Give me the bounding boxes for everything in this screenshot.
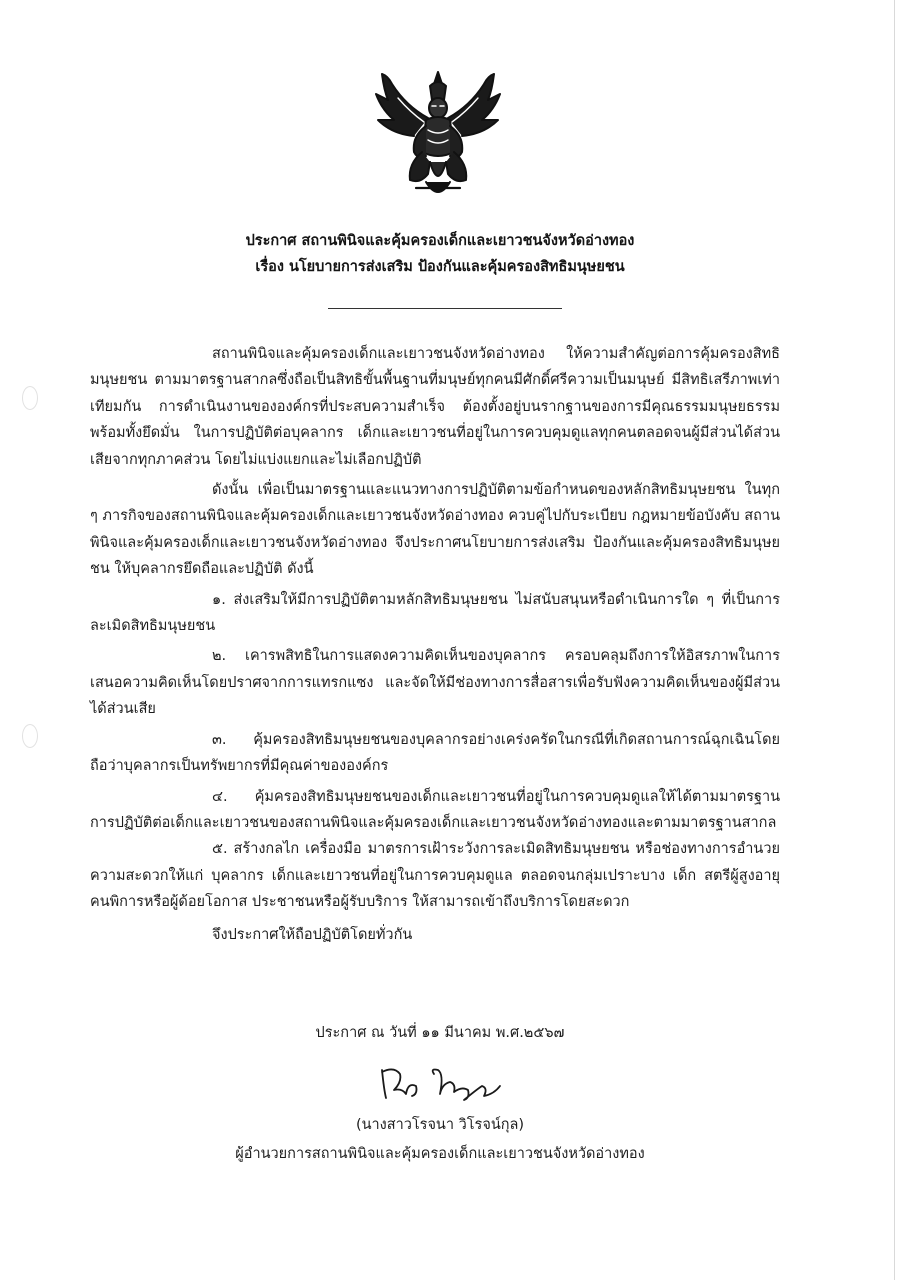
handwritten-signature xyxy=(372,1060,532,1106)
policy-item-4: ๔. คุ้มครองสิทธิมนุษยชนของเด็กและเยาวชนที่อยู่ในการควบคุมดูแลให้ได้ตามมาตรฐานการปฏิบัติต่อเด็กและเยาวชนของสถานพินิจและคุ้มครองเด็กและเยาวชนจังหวัดอ่างทองและตามมาตรฐานสากล xyxy=(90,788,780,831)
announcement-title: ประกาศ สถานพินิจและคุ้มครองเด็กและเยาวชนจังหวัดอ่างทอง xyxy=(245,233,635,249)
policy-item-5: ๕. สร้างกลไก เครื่องมือ มาตรการเฝ้าระวังการละเมิดสิทธิมนุษยชน หรือช่องทางการอำนวยความสะดวกให้แก่ บุคลากร เด็กและเยาวชนที่อยู่ในการควบคุมดูแล ตลอดจนกลุ่มเปราะบาง เด็ก สตรีผู้สูงอายุ คนพิการหรือผู้ด้อยโอกาส ประชาชนหรือผู้รับบริการ ให้สามารถเข้าถึงบริการโดยสะดวก xyxy=(90,841,780,911)
punch-hole-mark xyxy=(22,724,38,748)
document-header xyxy=(0,228,880,280)
closing-statement: จึงประกาศให้ถือปฏิบัติโดยทั่วกัน xyxy=(212,926,413,943)
policy-item-2: ๒. เคารพสิทธิในการแสดงความคิดเห็นของบุคลากร ครอบคลุมถึงการให้อิสรภาพในการเสนอความคิดเห็นโดยปราศจากการแทรกแซง และจัดให้มีช่องทางการสื่อสารเพื่อรับฟังความคิดเห็นของผู้มีส่วนได้ส่วนเสีย xyxy=(90,648,780,718)
policy-item-3: ๓. คุ้มครองสิทธิมนุษยชนของบุคลากรอย่างเคร่งครัดในกรณีที่เกิดสถานการณ์ฉุกเฉินโดยถือว่าบุคลากรเป็นทรัพยากรที่มีคุณค่าขององค์กร xyxy=(90,731,780,775)
header-divider xyxy=(328,308,562,309)
document-body xyxy=(90,341,780,948)
scan-edge-line xyxy=(894,0,895,1280)
punch-hole-mark xyxy=(22,386,38,410)
intro-paragraph: สถานพินิจและคุ้มครองเด็กและเยาวชนจังหวัดอ่างทอง ให้ความสำคัญต่อการคุ้มครองสิทธิมนุษยชน ตามมาตรฐานสากลซึ่งถือเป็นสิทธิขั้นพื้นฐานที่มนุษย์ทุกคนมีศักดิ์ศรีความเป็นมนุษย์ มีสิทธิเสรีภาพเท่าเทียมกัน การดำเนินงานขององค์กรที่ประสบความสำเร็จ ต้องตั้งอยู่บนรากฐานของการมีคุณธรรมมนุษยธรรม พร้อมทั้งยึดมั่น ในการปฏิบัติต่อบุคลากร เด็กและเยาวชนที่อยู่ในการควบคุมดูแลทุกคนตลอดจนผู้มีส่วนได้ส่วนเสียจากทุกภาคส่วน โดยไม่แบ่งแยกและไม่เลือกปฏิบัติ xyxy=(90,346,780,468)
garuda-emblem-icon xyxy=(370,66,506,206)
policy-item-1: ๑. ส่งเสริมให้มีการปฏิบัติตามหลักสิทธิมนุษยชน ไม่สนับสนุนหรือดำเนินการใด ๆ ที่เป็นการละเมิดสิทธิมนุษยชน xyxy=(90,591,780,635)
announcement-date: ประกาศ ณ วันที่ ๑๑ มีนาคม พ.ศ.๒๕๖๗ xyxy=(315,1025,565,1041)
signer-position: ผู้อำนวยการสถานพินิจและคุ้มครองเด็กและเยาวชนจังหวัดอ่างทอง xyxy=(235,1146,645,1162)
policy-paragraph: ดังนั้น เพื่อเป็นมาตรฐานและแนวทางการปฏิบัติตามข้อกำหนดของหลักสิทธิมนุษยชน ในทุก ๆ ภารกิจของสถานพินิจและคุ้มครองเด็กและเยาวชนจังหวัดอ่างทอง ควบคู่ไปกับระเบียบ กฎหมายข้อบังคับ สถานพินิจและคุ้มครองเด็กและเยาวชนจังหวัดอ่างทอง จึงประกาศนโยบายการส่งเสริม ป้องกันและคุ้มครองสิทธิมนุษยชน ให้บุคลากรยึดถือและปฏิบัติ ดังนี้ xyxy=(90,482,780,578)
signer-name: (นางสาวโรจนา วิโรจน์กุล) xyxy=(355,1117,525,1133)
announcement-subject: เรื่อง นโยบายการส่งเสริม ป้องกันและคุ้มครองสิทธิมนุษยชน xyxy=(255,259,625,275)
